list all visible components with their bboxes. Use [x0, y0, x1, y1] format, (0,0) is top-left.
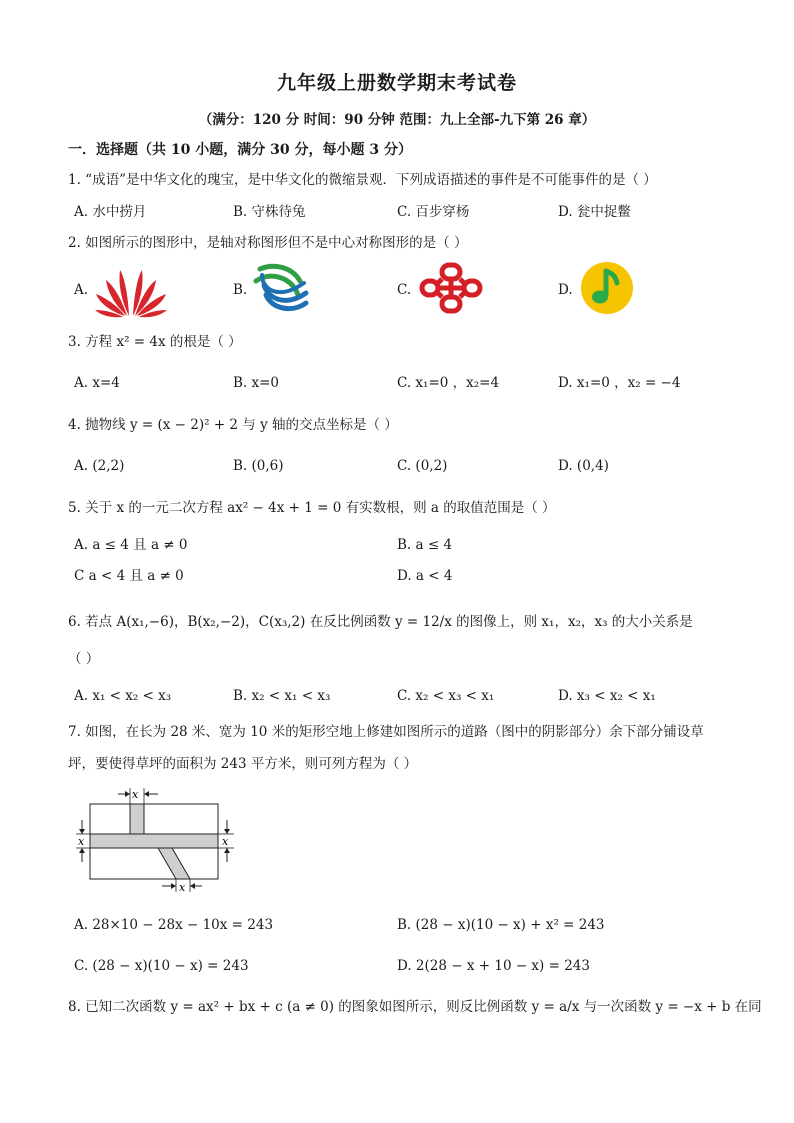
q7-option-c: C. (28 − x)(10 − x) = 243: [74, 958, 249, 974]
q3-option-d: D. x₁=0 ，x₂ = −4: [558, 375, 681, 391]
q2-option-c: C.: [397, 282, 412, 298]
q1-option-a: A. 水中捞月: [74, 204, 147, 220]
q5-option-b: B. a ≤ 4: [397, 537, 453, 553]
q6-option-c: C. x₂ < x₃ < x₁: [397, 688, 495, 704]
china-mobile-logo-icon: [252, 259, 312, 317]
q2-option-b: B.: [233, 282, 248, 298]
q7-option-d: D. 2(28 − x + 10 − x) = 243: [397, 958, 590, 974]
exam-info: （满分：120 分 时间：90 分钟 范围：九上全部-九下第 26 章）: [198, 112, 596, 128]
question-3-stem: 3. 方程 x² = 4x 的根是（ ）: [68, 334, 242, 350]
q1-option-b: B. 守株待兔: [233, 204, 306, 220]
question-1-stem: 1. “成语”是中华文化的瑰宝，是中华文化的微缩景观．下列成语描述的事件是不可能事件的是（ ）: [68, 172, 657, 188]
q4-option-a: A. (2,2): [74, 458, 125, 474]
q3-option-c: C. x₁=0 ，x₂=4: [397, 375, 500, 391]
question-6-stem: 6. 若点 A(x₁,−6)，B(x₂,−2)，C(x₃,2) 在反比例函数 y = 12/x 的图像上，则 x₁，x₂，x₃ 的大小关系是: [68, 614, 693, 630]
q4-option-d: D. (0,4): [558, 458, 609, 474]
section-heading: 一．选择题（共 10 小题，满分 30 分，每小题 3 分）: [68, 142, 412, 158]
question-7-stem: 7. 如图，在长为 28 米、宽为 10 米的矩形空地上修建如图所示的道路（图中的阴影部分）余下部分铺设草: [68, 724, 704, 740]
q6-option-b: B. x₂ < x₁ < x₃: [233, 688, 331, 704]
q3-option-a: A. x=4: [74, 375, 120, 391]
q4-option-c: C. (0,2): [397, 458, 448, 474]
q1-option-d: D. 瓮中捉鳖: [558, 204, 631, 220]
q5-option-a: A. a ≤ 4 且 a ≠ 0: [74, 537, 188, 553]
question-8-stem: 8. 已知二次函数 y = ax² + bx + c (a ≠ 0) 的图象如图所示，则反比例函数 y = a/x 与一次函数 y = −x + b 在同: [68, 999, 762, 1015]
fig-label-bottom: x: [179, 881, 186, 894]
q2-option-d: D.: [558, 282, 573, 298]
china-unicom-logo-icon: [418, 261, 484, 315]
q3-option-b: B. x=0: [233, 375, 280, 391]
road-diagram: [72, 784, 242, 894]
q5-option-c: C a < 4 且 a ≠ 0: [74, 568, 184, 584]
q5-option-d: D. a < 4: [397, 568, 453, 584]
question-7-stem-cont: 坪，要使得草坪的面积为 243 平方米，则可列方程为（ ）: [68, 756, 418, 772]
fig-label-right: x: [222, 835, 229, 848]
qq-music-logo-icon: [580, 261, 634, 315]
q7-option-b: B. (28 − x)(10 − x) + x² = 243: [397, 917, 605, 933]
question-6-stem-cont: （ ）: [68, 651, 100, 667]
q7-option-a: A. 28×10 − 28x − 10x = 243: [74, 917, 274, 933]
fig-label-left: x: [78, 835, 85, 848]
question-2-stem: 2. 如图所示的图形中，是轴对称图形但不是中心对称图形的是（ ）: [68, 235, 468, 251]
fig-label-top: x: [132, 788, 139, 801]
q6-option-a: A. x₁ < x₂ < x₃: [74, 688, 172, 704]
page-title: 九年级上册数学期末考试卷: [276, 72, 517, 94]
q2-option-a: A.: [74, 282, 89, 298]
q4-option-b: B. (0,6): [233, 458, 284, 474]
q1-option-c: C. 百步穿杨: [397, 204, 470, 220]
q6-option-d: D. x₃ < x₂ < x₁: [558, 688, 656, 704]
question-5-stem: 5. 关于 x 的一元二次方程 ax² − 4x + 1 = 0 有实数根，则 a 的取值范围是（ ）: [68, 500, 556, 516]
huawei-logo-icon: [92, 258, 170, 318]
question-4-stem: 4. 抛物线 y = (x − 2)² + 2 与 y 轴的交点坐标是（ ）: [68, 417, 398, 433]
